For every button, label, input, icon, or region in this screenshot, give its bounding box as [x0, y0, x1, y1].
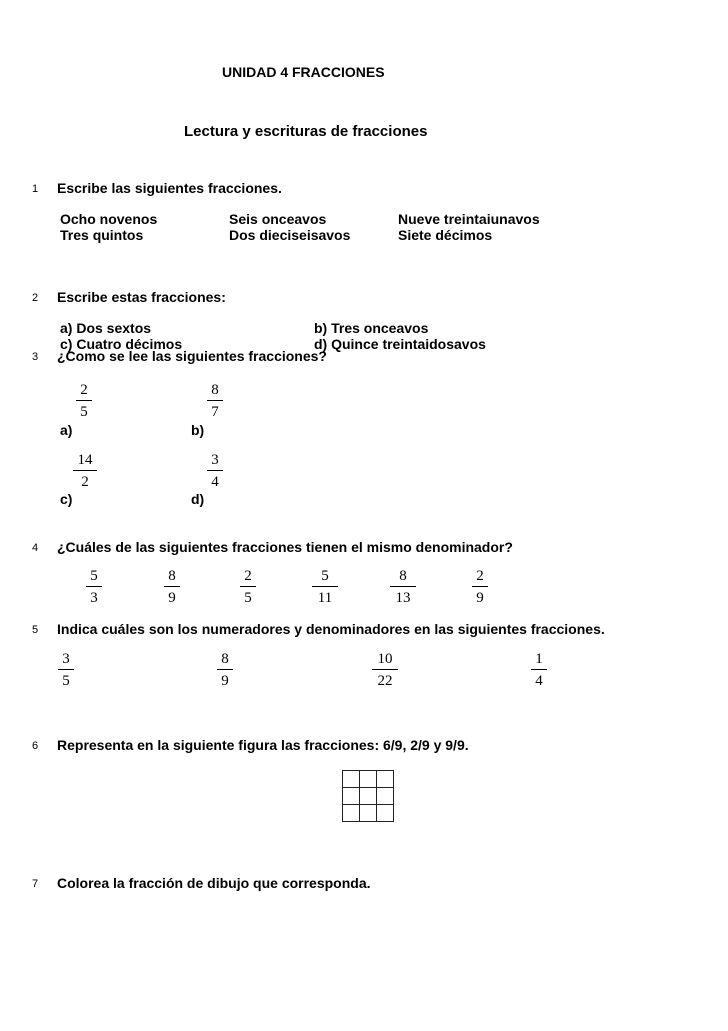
fraction-bar: [207, 470, 223, 471]
denominator: 9: [221, 673, 229, 689]
question-3-prompt: ¿Como se lee las siguientes fracciones?: [57, 348, 327, 364]
question-4-prompt: ¿Cuáles de las siguientes fracciones tienen el mismo denominador?: [57, 539, 513, 555]
fraction: [312, 568, 338, 607]
page-title: UNIDAD 4 FRACCIONES: [222, 64, 385, 80]
numerator: 10: [377, 651, 393, 667]
q3-label: d): [191, 491, 205, 507]
q2-item: b) Tres onceavos: [314, 320, 429, 336]
question-number-3: 3: [32, 351, 39, 363]
question-number-2: 2: [32, 292, 39, 304]
q1-item: Seis onceavos: [229, 211, 327, 227]
numerator: 8: [211, 382, 219, 398]
fraction: [164, 568, 180, 607]
question-1-prompt: Escribe las siguientes fracciones.: [57, 180, 282, 196]
fraction-bar: [312, 586, 338, 587]
question-number-4: 4: [32, 542, 39, 554]
page-subtitle: Lectura y escrituras de fracciones: [184, 123, 428, 140]
fraction: [76, 382, 92, 421]
fraction-bar: [164, 586, 180, 587]
grid-cell[interactable]: [360, 805, 377, 822]
grid-cell[interactable]: [360, 771, 377, 788]
question-5-prompt: Indica cuáles son los numeradores y denominadores en las siguientes fracciones.: [57, 621, 605, 637]
grid-cell[interactable]: [343, 805, 360, 822]
q3-label: a): [60, 422, 73, 438]
numerator: 1: [535, 651, 543, 667]
numerator: 8: [221, 651, 229, 667]
numerator: 3: [211, 452, 219, 468]
numerator: 8: [399, 568, 407, 584]
q1-item: Tres quintos: [60, 227, 144, 243]
fraction: [372, 651, 398, 690]
fraction-bar: [217, 669, 233, 670]
fraction: [86, 568, 102, 607]
denominator: 13: [395, 590, 411, 606]
fraction-grid-3x3[interactable]: [342, 770, 394, 822]
denominator: 4: [535, 673, 543, 689]
numerator: 5: [90, 568, 98, 584]
grid-cell[interactable]: [377, 788, 394, 805]
q1-item: Nueve treintaiunavos: [398, 211, 540, 227]
grid-cell[interactable]: [343, 788, 360, 805]
q3-label: c): [60, 491, 73, 507]
denominator: 3: [90, 590, 98, 606]
numerator: 2: [80, 382, 88, 398]
denominator: 4: [211, 474, 219, 490]
denominator: 5: [80, 404, 88, 420]
question-2-prompt: Escribe estas fracciones:: [57, 289, 226, 305]
numerator: 2: [476, 568, 484, 584]
grid-cell[interactable]: [343, 771, 360, 788]
fraction: [240, 568, 256, 607]
q3-label: b): [191, 422, 205, 438]
numerator: 14: [77, 452, 93, 468]
numerator: 2: [244, 568, 252, 584]
grid-cell[interactable]: [377, 805, 394, 822]
question-number-1: 1: [32, 183, 39, 195]
numerator: 5: [321, 568, 329, 584]
q1-item: Ocho novenos: [60, 211, 158, 227]
fraction: [472, 568, 488, 607]
fraction-bar: [472, 586, 488, 587]
q1-item: Dos dieciseisavos: [229, 227, 351, 243]
denominator: 22: [377, 673, 393, 689]
fraction: [207, 382, 223, 421]
fraction: [390, 568, 416, 607]
question-number-5: 5: [32, 624, 39, 636]
fraction-bar: [372, 669, 398, 670]
numerator: 8: [168, 568, 176, 584]
denominator: 2: [81, 474, 89, 490]
fraction-bar: [73, 470, 97, 471]
fraction-bar: [390, 586, 416, 587]
question-number-6: 6: [32, 740, 39, 752]
fraction-bar: [240, 586, 256, 587]
fraction: [58, 651, 74, 690]
numerator: 3: [62, 651, 70, 667]
grid-cell[interactable]: [360, 788, 377, 805]
denominator: 11: [317, 590, 333, 606]
fraction: [531, 651, 547, 690]
fraction: [217, 651, 233, 690]
fraction: [207, 452, 223, 491]
q2-item: d) Quince treintaidosavos: [314, 336, 486, 352]
q2-item: a) Dos sextos: [60, 320, 152, 336]
q2-item: c) Cuatro décimos: [60, 336, 183, 352]
fraction-bar: [76, 400, 92, 401]
question-number-7: 7: [32, 878, 39, 890]
denominator: 9: [476, 590, 484, 606]
fraction-bar: [86, 586, 102, 587]
denominator: 5: [244, 590, 252, 606]
denominator: 5: [62, 673, 70, 689]
fraction-bar: [58, 669, 74, 670]
denominator: 7: [211, 404, 219, 420]
fraction-bar: [531, 669, 547, 670]
fraction: [73, 452, 97, 491]
question-7-prompt: Colorea la fracción de dibujo que corresponda.: [57, 875, 371, 891]
fraction-bar: [207, 400, 223, 401]
grid-cell[interactable]: [377, 771, 394, 788]
q1-item: Siete décimos: [398, 227, 493, 243]
denominator: 9: [168, 590, 176, 606]
question-6-prompt: Representa en la siguiente figura las fracciones: 6/9, 2/9 y 9/9.: [57, 737, 469, 753]
